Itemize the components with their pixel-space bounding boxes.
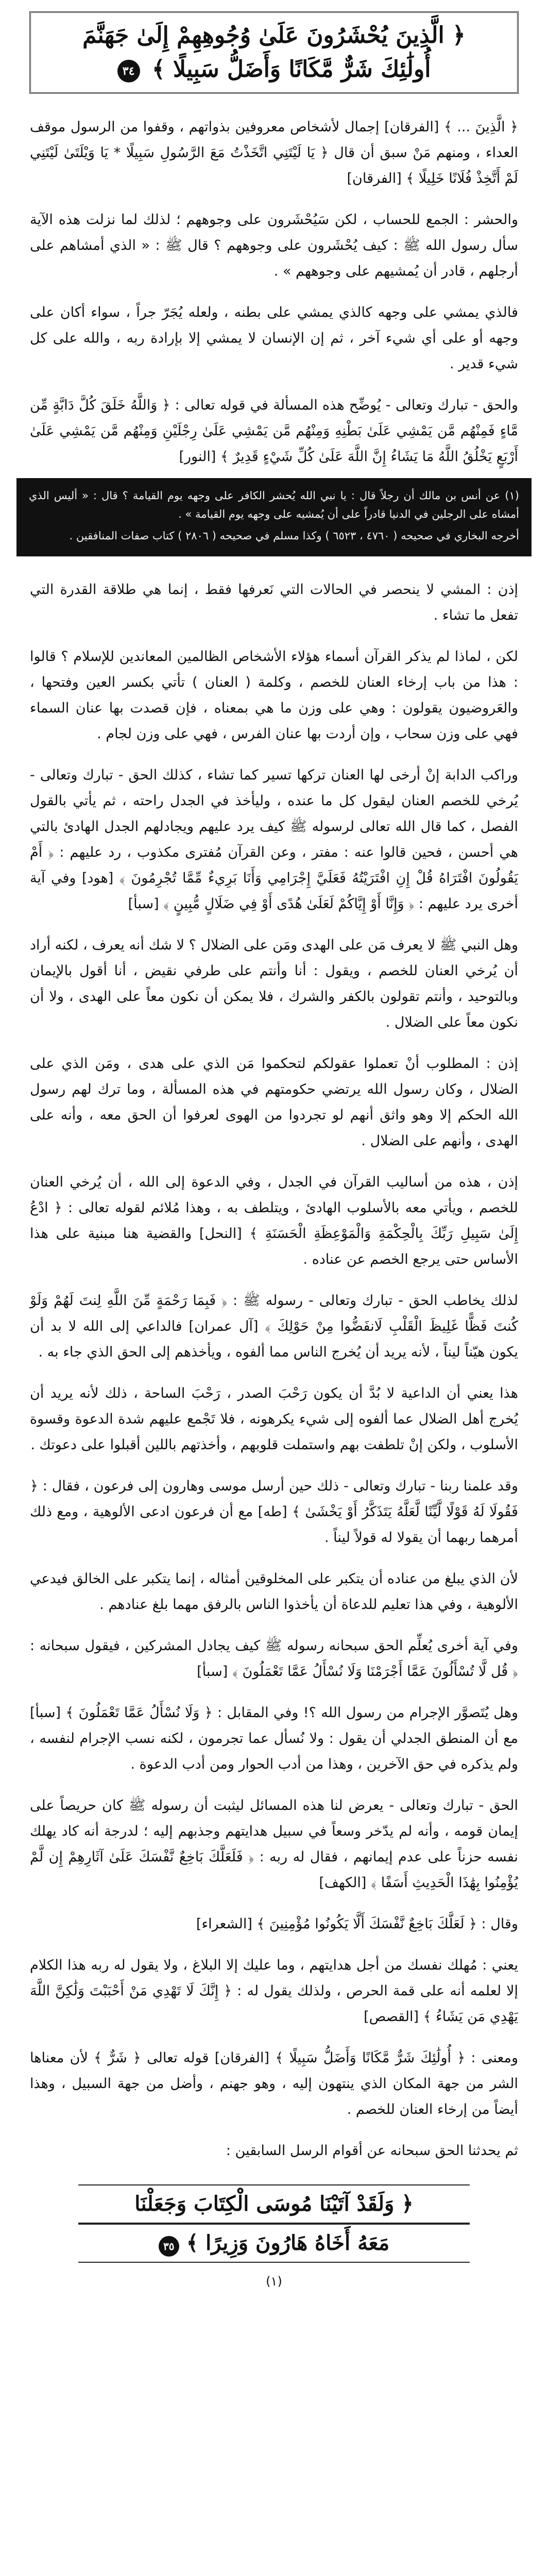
paragraph: هذا يعني أن الداعية لا بُدَّ أن يكون رَحْبَ الصدر ، رَحْبَ الساحة ، ذلك لأنه يريد أن يُخرج أهل الضلال عما ألفوه إلى شيء يكرهونه ، فلا تَجْمع عليهم شدة الدعوة وقسوة الأسلوب ، ولكن إنْ تلطفت بهم واستملت قلوبهم ، وأخذتهم باللين أقبلوا على دعوتك . xyxy=(30,1385,518,1453)
verse-header-line-1: ﴿ الَّذِينَ يُحْشَرُونَ عَلَىٰ وُجُوهِهِمْ إِلَىٰ جَهَنَّمَ xyxy=(82,22,466,48)
closing-verse-line-1: ﴿ وَلَقَدْ آتَيْنَا مُوسَى الْكِتَابَ وَجَعَلْنَا xyxy=(78,2184,470,2224)
paragraph: وقد علمنا ربنا - تبارك وتعالى - ذلك حين أرسل موسى وهارون إلى فرعون ، فقال : ﴿ فَقُولَا لَهُ قَوْلًا لَّيِّنًا لَّعَلَّهُ يَتَذَكَّرُ أَوْ يَخْشَىٰ ﴾ [طه] مع أن فرعون ادعى الألوهية ، ومع ذلك أمرهما ربهما أن يقولا له قولاً ليناً . xyxy=(30,1478,518,1546)
paragraph: فالذي يمشي على وجهه كالذي يمشي على بطنه ، ولعله يُجَرّ جراً ، سواء أكان على وجهه أو على أي شيء آخر ، ثم إن الإنسان لا يمشي إلا بإرادة ربه ، والله على كل شيء قدير . xyxy=(30,304,518,372)
hadith-box xyxy=(16,478,532,556)
closing-verse-line-2-text: مَعَهُ أَخَاهُ هَارُونَ وَزِيرًا ﴾ xyxy=(186,2231,390,2255)
page-body xyxy=(0,114,548,2164)
paragraph: لكن ، لماذا لم يذكر القرآن أسماء هؤلاء الأشخاص الظالمين المعاندين للإسلام ؟ قالوا : هذا من باب إرخاء العنان للخصم ، وكلمة ( العنان ) تأتي بكسر العين وفتحها ، والعَروضيون يقولون : وهي على وزن ما هي بمعناه ، فإن قصدت بها عنان السماء فهي على وزن سحاب ، وإن أردت بها عنان الفرس ، فهي على وزن لجام . xyxy=(30,649,518,742)
hadith-text: (١) عن أنس بن مالك أن رجلاً قال : يا نبي الله يُحشر الكافر على وجهه يوم القيامة ؟ قال : « أليس الذي أمشاه على الرجلين في الدنيا قادراً على أن يُمشيه على وجهه يوم القيامة » . xyxy=(29,489,519,520)
paragraph: لذلك يخاطب الحق - تبارك وتعالى - رسوله ﷺ : ﴿ فَبِمَا رَحْمَةٍ مِّنَ اللَّهِ لِنتَ لَهُمْ وَلَوْ كُنتَ فَظًّا غَلِيظَ الْقَلْبِ لَانفَضُّوا مِنْ حَوْلِكَ ﴾ [آل عمران] فالداعي إلى الله لا بد أن يكون هيّناً ليناً ، لأنه يريد أن يُخرج الناس مما ألفوه ، ويأخذهم إلى الحق الذي جاء به . xyxy=(30,1293,518,1360)
verse-header-line-2-text: أُولَٰئِكَ شَرٌّ مَّكَانًا وَأَضَلُّ سَبِيلًا ﴾ xyxy=(151,56,431,82)
page-number: (١) xyxy=(266,2274,282,2289)
closing-verse xyxy=(78,2184,470,2263)
paragraph: وقال : ﴿ لَعَلَّكَ بَاخِعٌ نَّفْسَكَ أَلَّا يَكُونُوا مُؤْمِنِينَ ﴾ [الشعراء] xyxy=(196,1916,518,1932)
paragraph: إذن : المشي لا ينحصر في الحالات التي نَعرفها فقط ، إنما هي طلاقة القدرة التي تفعل ما تشاء . xyxy=(30,582,518,623)
verse-header-line-2 xyxy=(117,53,431,87)
paragraph: وفي آية أخرى يُعلِّم الحق سبحانه رسوله ﷺ كيف يجادل المشركين ، فيقول سبحانه : ﴿ قُل لَّا تُسْأَلُونَ عَمَّا أَجْرَمْنَا وَلَا نُسْأَلُ عَمَّا تَعْمَلُونَ ﴾ [سبأ] xyxy=(30,1638,518,1680)
paragraph: ثم يحدثنا الحق سبحانه عن أقوام الرسل السابقين : xyxy=(226,2143,518,2159)
paragraph: وراكب الدابة إنْ أرخى لها العنان تركها تسير كما تشاء ، كذلك الحق - تبارك وتعالى - يُرخي للخصم العنان ليقول كل ما عنده ، وليأخذ في الجدل راحته ، ثم يأتي بالقول الفصل ، كما قال الله تعالى لرسوله ﷺ كيف يرد عليهم ويجادلهم الجدل الهادئ بالتي هي أحسن ، فحين قالوا عنه : مفتر ، وعن القرآن مُفترى مكذوب ، رد عليهم : ﴿ أَمْ يَقُولُونَ افْتَرَاهُ قُلْ إِنِ افْتَرَيْتُهُ فَعَلَيَّ إِجْرَامِي وَأَنَا بَرِيءٌ مِّمَّا تُجْرِمُونَ ﴾ [هود] وفي آية أخرى يرد عليهم : ﴿ وَإِنَّا أَوْ إِيَّاكُمْ لَعَلَىٰ هُدًى أَوْ فِي ضَلَالٍ مُّبِينٍ ﴾ [سبأ] xyxy=(30,767,518,912)
paragraph: يعني : مُهلك نفسك من أجل هدايتهم ، وما عليك إلا البلاغ ، ولا يقول له ربه هذا الكلام إلا لعلمه أنه على قمة الحرص ، ولذلك يقول له : ﴿ إِنَّكَ لَا تَهْدِي مَنْ أَحْبَبْتَ وَلَٰكِنَّ اللَّهَ يَهْدِي مَن يَشَاءُ ﴾ [القصص] xyxy=(30,1957,518,2025)
paragraph: وهل النبي ﷺ لا يعرف مَن على الهدى ومَن على الضلال ؟ لا شك أنه يعرف ، لكنه أراد أن يُرخي العنان للخصم ، ويقول : أنا وأنتم على طرفي نقيض ، أنا أقول بالإيمان وبالتوحيد ، وأنتم تقولون بالكفر والشرك ، فلا يمكن أن نكون معاً على الهدى ، ولا أن نكون معاً على الضلال . xyxy=(30,937,518,1030)
paragraph: إذن : المطلوب أنْ تعملوا عقولكم لتحكموا مَن الذي على هدى ، ومَن الذي على الضلال ، وكان رسول الله يرتضي حكومتهم في هذه المسألة ، وما ترك لهم رسول الله الحكم إلا وهو واثق أنهم لو تجردوا من الهوى لعرفوا أن الحق معه ، وأنه على الهدى ، وأنهم على الضلال . xyxy=(30,1056,518,1149)
paragraph: والحق - تبارك وتعالى - يُوضِّح هذه المسألة في قوله تعالى : ﴿ وَاللَّهُ خَلَقَ كُلَّ دَابَّةٍ مِّن مَّاءٍ فَمِنْهُم مَّن يَمْشِي عَلَىٰ بَطْنِهِ وَمِنْهُم مَّن يَمْشِي عَلَىٰ رِجْلَيْنِ وَمِنْهُم مَّن يَمْشِي عَلَىٰ أَرْبَعٍ يَخْلُقُ اللَّهُ مَا يَشَاءُ إِنَّ اللَّهَ عَلَىٰ كُلِّ شَيْءٍ قَدِيرٌ ﴾ [النور] xyxy=(30,397,518,465)
hadith-source: أخرجه البخاري في صحيحه ( ٤٧٦٠ ، ٦٥٢٣ ) وكذا مسلم في صحيحه ( ٢٨٠٦ ) كتاب صفات المنافقين . xyxy=(69,530,519,542)
paragraph: الحق - تبارك وتعالى - يعرض لنا هذه المسائل ليثبت أن رسوله ﷺ كان حريصاً على إيمان قومه ، وأنه لم يدّخر وسعاً في سبيل هدايتهم وجذبهم إليه ؛ لدرجة أنه كاد يهلك نفسه حزناً على عدم إيمانهم ، فقال له ربه : ﴿ فَلَعَلَّكَ بَاخِعٌ نَّفْسَكَ عَلَىٰ آثَارِهِمْ إِن لَّمْ يُؤْمِنُوا بِهَٰذَا الْحَدِيثِ أَسَفًا ﴾ [الكهف] xyxy=(30,1798,518,1891)
paragraph: وهل يُتَصوَّر الإجرام من رسول الله ؟! وفي المقابل : ﴿ وَلَا نُسْأَلُ عَمَّا تَعْمَلُونَ ﴾ [سبأ] مع أن المنطق الجدلي أن يقول : ولا نُسأل عما تجرمون ، لكنه نسب الإجرام لنفسه ، ولم يذكره في حق الآخرين ، وهذا من أدب الحوار ومن أدب الدعوة . xyxy=(30,1705,518,1772)
closing-verse-line-2 xyxy=(78,2224,470,2263)
paragraph: والحشر : الجمع للحساب ، لكن سَيُحْشَرون على وجوههم ؛ لذلك لما نزلت هذه الآية سأل رسول الله ﷺ : كيف يُحْشَرون على وجوههم ؟ قال ﷺ : « الذي أمشاهم على أرجلهم ، قادر أن يُمشيهم على وجوههم » . xyxy=(30,212,518,279)
closing-ayah-number: ٣٥ xyxy=(159,2236,179,2257)
paragraph: ﴿ الَّذِينَ ... ﴾ [الفرقان] إجمال لأشخاص معروفين بذواتهم ، وقفوا من الرسول موقف العداء ، ومنهم مَنْ سبق أن قال ﴿ يَا لَيْتَنِي اتَّخَذْتُ مَعَ الرَّسُولِ سَبِيلًا * يَا وَيْلَتَىٰ لَيْتَنِي لَمْ أَتَّخِذْ فُلَانًا خَلِيلًا ﴾ [الفرقان] xyxy=(30,119,518,187)
paragraph: ومعنى : ﴿ أُولَٰئِكَ شَرٌّ مَّكَانًا وَأَضَلُّ سَبِيلًا ﴾ [الفرقان] قوله تعالى ﴿ شَرٌّ ﴾ لأن معناها الشر من جهة المكان الذي ينتهون إليه ، وهو جهنم ، وأضل من جهة السبيل ، وهذا أيضاً من إرخاء العنان للخصم . xyxy=(30,2050,518,2117)
ayah-number-badge: ٣٤ xyxy=(117,60,140,82)
paragraph: لأن الذي يبلغ من عناده أن يتكبر على المخلوقين أمثاله ، إنما يتكبر على الخالق فيدعي الألوهية ، وفي هذا تعليم للدعاة أن يأخذوا الناس بالرفق مهما بلغ عنادهم . xyxy=(30,1571,518,1613)
verse-header xyxy=(29,11,519,94)
paragraph: إذن ، هذه من أساليب القرآن في الجدل ، وفي الدعوة إلى الله ، أن يُرخي العنان للخصم ، ويأتي معه بالأسلوب الهادئ ، ويتلطف به ، وهذا مُلائم لقوله تعالى : ﴿ ادْعُ إِلَىٰ سَبِيلِ رَبِّكَ بِالْحِكْمَةِ وَالْمَوْعِظَةِ الْحَسَنَةِ ﴾ [النحل] والقضية هنا مبنية على هذا الأساس حتى يرجع الخصم عن عناده . xyxy=(30,1174,518,1267)
